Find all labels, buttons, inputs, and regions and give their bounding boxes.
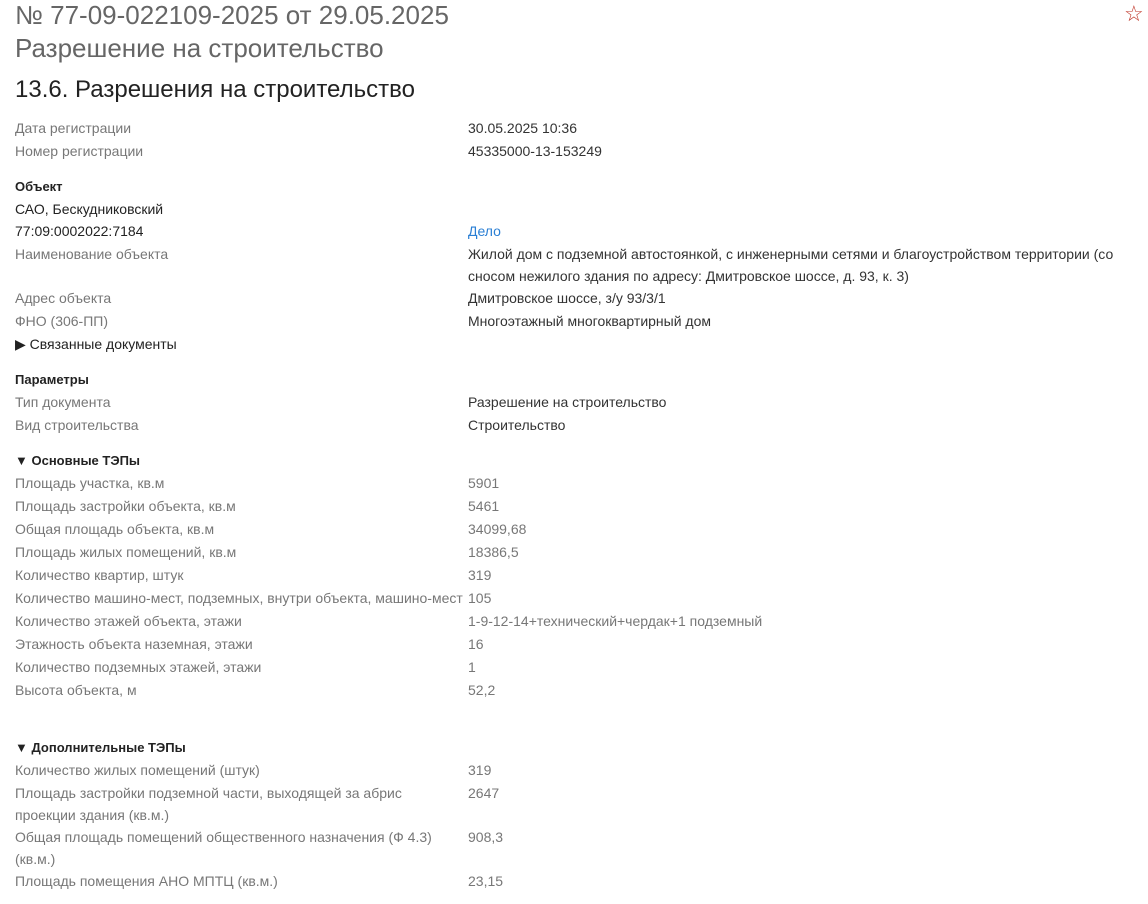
field-value: Многоэтажный многоквартирный дом bbox=[468, 313, 712, 329]
field-value: 34099,68 bbox=[468, 521, 527, 537]
field-value: Строительство bbox=[468, 417, 566, 433]
field-label: Площадь помещения АНО МПТЦ (кв.м.) bbox=[15, 873, 278, 889]
document-type-title: Разрешение на строительство bbox=[15, 33, 384, 63]
field-value: 1-9-12-14+технический+чердак+1 подземный bbox=[468, 613, 763, 629]
star-outline-icon[interactable]: ☆ bbox=[1124, 1, 1144, 26]
field-value: Разрешение на строительство bbox=[468, 394, 667, 410]
tep-row bbox=[15, 587, 1140, 610]
document-number-title: № 77-09-022109-2025 от 29.05.2025 bbox=[15, 0, 449, 30]
field-value: 1 bbox=[468, 659, 476, 675]
tep-row bbox=[15, 759, 1140, 782]
fno-row bbox=[15, 310, 1140, 333]
tep-row bbox=[15, 826, 1140, 870]
field-label: Площадь жилых помещений, кв.м bbox=[15, 544, 237, 560]
build-type-row bbox=[15, 414, 1140, 437]
tep-row bbox=[15, 495, 1140, 518]
registration-number-row bbox=[15, 140, 1140, 163]
tep-row bbox=[15, 518, 1140, 541]
field-value: 16 bbox=[468, 636, 484, 652]
related-documents-toggle[interactable]: ▶ Связанные документы bbox=[15, 336, 177, 352]
field-label: Количество жилых помещений (штук) bbox=[15, 762, 260, 778]
object-address-row bbox=[15, 287, 1140, 310]
field-label: Количество подземных этажей, этажи bbox=[15, 659, 262, 675]
tep-row bbox=[15, 782, 1140, 826]
field-value: 319 bbox=[468, 762, 492, 778]
field-label: Количество этажей объекта, этажи bbox=[15, 613, 242, 629]
field-label: Площадь застройки объекта, кв.м bbox=[15, 498, 236, 514]
extra-tep-toggle[interactable]: ▼ Дополнительные ТЭПы bbox=[15, 740, 186, 755]
main-tep-toggle[interactable]: ▼ Основные ТЭПы bbox=[15, 453, 141, 468]
field-value: 105 bbox=[468, 590, 492, 606]
tep-row bbox=[15, 541, 1140, 564]
tep-row bbox=[15, 870, 1140, 893]
field-label: Этажность объекта наземная, этажи bbox=[15, 636, 253, 652]
field-value: 30.05.2025 10:36 bbox=[468, 120, 577, 136]
label-line: (кв.м.) bbox=[15, 851, 56, 867]
field-label: Высота объекта, м bbox=[15, 682, 137, 698]
field-value: 18386,5 bbox=[468, 544, 519, 560]
object-district: САО, Бескудниковский bbox=[15, 201, 164, 217]
tep-row bbox=[15, 633, 1140, 656]
field-label: Наименование объекта bbox=[15, 246, 169, 262]
tep-row bbox=[15, 472, 1140, 495]
field-value: 908,3 bbox=[468, 829, 504, 845]
field-value: 52,2 bbox=[468, 682, 496, 698]
value-line: сносом нежилого здания по адресу: Дмитровское шоссе, д. 93, к. 3) bbox=[468, 268, 909, 284]
field-label: Общая площадь объекта, кв.м bbox=[15, 521, 215, 537]
field-value: 319 bbox=[468, 567, 492, 583]
tep-row bbox=[15, 679, 1140, 702]
case-link[interactable]: Дело bbox=[468, 223, 501, 239]
field-label: Площадь участка, кв.м bbox=[15, 475, 165, 491]
tep-row bbox=[15, 656, 1140, 679]
params-heading: Параметры bbox=[15, 372, 89, 387]
field-value: 5461 bbox=[468, 498, 500, 514]
doc-type-row bbox=[15, 391, 1140, 414]
cadastral-row bbox=[15, 220, 1140, 243]
cadastral-number: 77:09:0002022:7184 bbox=[15, 223, 144, 239]
field-label: Вид строительства bbox=[15, 417, 139, 433]
field-value: Дмитровское шоссе, з/у 93/3/1 bbox=[468, 290, 666, 306]
object-name-row bbox=[15, 243, 1140, 287]
tep-row bbox=[15, 564, 1140, 587]
field-label: Адрес объекта bbox=[15, 290, 112, 306]
document-card bbox=[15, 0, 1140, 893]
field-label bbox=[15, 782, 468, 826]
field-value: 23,15 bbox=[468, 873, 504, 889]
field-label: Номер регистрации bbox=[15, 143, 144, 159]
field-label: Количество квартир, штук bbox=[15, 567, 184, 583]
field-value: 45335000-13-153249 bbox=[468, 143, 602, 159]
field-label: Дата регистрации bbox=[15, 120, 132, 136]
field-label: Тип документа bbox=[15, 394, 111, 410]
main-tep-list bbox=[15, 472, 1140, 702]
label-line: Общая площадь помещений общественного назначения (Ф 4.3) bbox=[15, 829, 432, 845]
tep-row bbox=[15, 610, 1140, 633]
value-line: Жилой дом с подземной автостоянкой, с инженерными сетями и благоустройством территории (со bbox=[468, 246, 1114, 262]
registration-date-row bbox=[15, 117, 1140, 140]
object-heading: Объект bbox=[15, 179, 63, 194]
field-label: ФНО (306-ПП) bbox=[15, 313, 109, 329]
label-line: проекции здания (кв.м.) bbox=[15, 807, 169, 823]
field-label bbox=[15, 826, 468, 870]
field-value: 5901 bbox=[468, 475, 500, 491]
label-line: Площадь застройки подземной части, выходящей за абрис bbox=[15, 785, 402, 801]
field-value bbox=[468, 243, 1140, 287]
field-value: 2647 bbox=[468, 785, 500, 801]
field-label: Количество машино-мест, подземных, внутри объекта, машино-мест bbox=[15, 590, 463, 606]
section-title: 13.6. Разрешения на строительство bbox=[15, 76, 415, 103]
